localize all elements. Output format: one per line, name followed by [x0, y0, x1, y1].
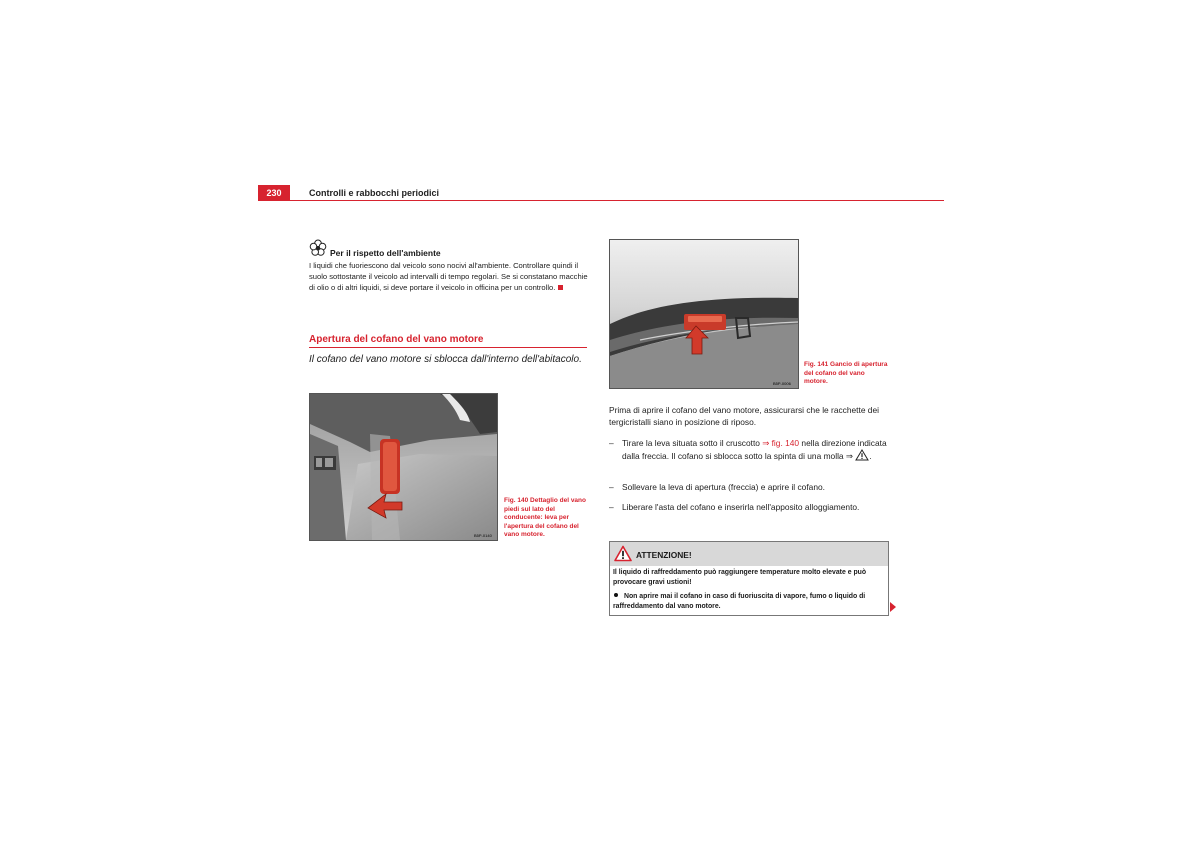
flower-environment-icon: [309, 239, 327, 257]
environment-note-body: I liquidi che fuoriescono dal veicolo sono nocivi all'ambiente. Controllare quindi il suolo sottostante il veicolo ad intervalli di tempo regolari. Se si constatano macchie di olio o di altri liquidi, si deve portare il veicolo in officina per un controllo.: [309, 261, 588, 293]
instruction-step-1-text: [622, 437, 888, 462]
end-of-section-mark: [558, 285, 563, 290]
instruction-step-3-text: Liberare l'asta del cofano e inserirla nell'apposito alloggiamento.: [622, 502, 860, 512]
instruction-step-1: [609, 437, 889, 477]
warning-box: [609, 541, 889, 616]
header-rule: [258, 200, 944, 201]
page-number: 230: [258, 185, 290, 201]
warning-paragraph-2: [613, 592, 886, 613]
instruction-step-3: [609, 501, 889, 529]
step-1-text-c: .: [869, 451, 872, 462]
environment-note-text: [309, 260, 589, 294]
figure-141-code: B5P-0006: [773, 381, 791, 386]
step-1-text-b: nella direzione indicata dalla freccia. Il cofano si sblocca sotto la spinta di una molla ⇒: [622, 438, 887, 462]
bullet-icon: [614, 593, 618, 597]
warning-title: ATTENZIONE!: [636, 550, 692, 560]
figure-140-code: B5P-0140: [474, 533, 492, 538]
warning-bullet-text: Non aprire mai il cofano in caso di fuoriuscita di vapore, fumo o liquido di raffreddamento dal vano motore.: [613, 593, 866, 611]
figure-140-reference-link[interactable]: ⇒ fig. 140: [762, 438, 800, 448]
environment-note-title: Per il rispetto dell'ambiente: [330, 248, 441, 258]
warning-header: [610, 542, 888, 566]
figure-141-caption: Fig. 141 Gancio di apertura del cofano del vano motore.: [804, 361, 888, 386]
figure-140-caption: Fig. 140 Dettaglio del vano piedi sul lato del conducente: leva per l'apertura del cofano del vano motore.: [504, 497, 586, 539]
step-1-text-a: Tirare la leva situata sotto il cruscotto: [622, 438, 763, 448]
warning-triangle-icon: [614, 545, 632, 562]
figure-140-image: [309, 393, 498, 541]
instruction-step-2: [609, 481, 889, 495]
section-intro: Il cofano del vano motore si sblocca dall'interno dell'abitacolo.: [309, 354, 582, 365]
chapter-title: Controlli e rabbocchi periodici: [309, 188, 440, 198]
section-title: Apertura del cofano del vano motore: [309, 334, 484, 345]
continue-arrow-icon: [890, 602, 896, 612]
section-rule: [309, 347, 587, 348]
figure-141-image: [609, 239, 799, 389]
list-dash: –: [609, 502, 614, 512]
list-dash: –: [609, 438, 614, 448]
instruction-step-2-text: Sollevare la leva di apertura (freccia) e aprire il cofano.: [622, 482, 825, 492]
warning-paragraph-1: Il liquido di raffreddamento può raggiungere temperature molto elevate e può provocare gravi ustioni!: [613, 569, 867, 587]
warning-triangle-icon: [855, 449, 872, 462]
instructions-intro: Prima di aprire il cofano del vano motore, assicurarsi che le racchette dei tergicristalli siano in posizione di riposo.: [609, 405, 879, 428]
list-dash: –: [609, 482, 614, 492]
